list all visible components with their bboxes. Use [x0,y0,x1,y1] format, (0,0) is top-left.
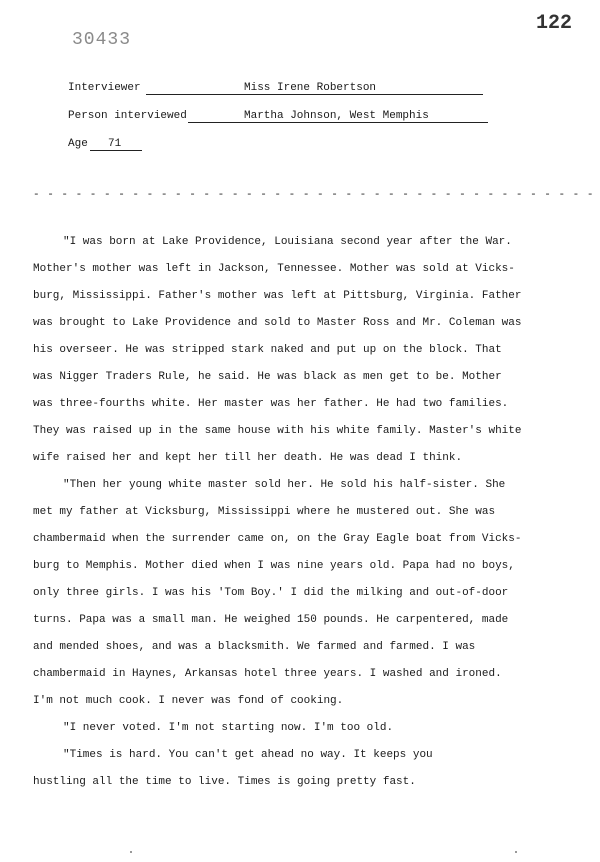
text-line: only three girls. I was his 'Tom Boy.' I did the milking and out-of-door [33,587,509,599]
page-number: 122 [535,12,572,35]
interviewer-value: Miss Irene Robertson [244,82,377,94]
text-line: and mended shoes, and was a blacksmith. We farmed and farmed. I was [33,641,476,653]
text-line: burg, Mississippi. Father's mother was left at Pittsburg, Virginia. Father [33,290,522,302]
text-line: "I never voted. I'm not starting now. I'm too old. [63,722,394,734]
text-line: "Times is hard. You can't get ahead no way. It keeps you [63,749,433,761]
text-line: wife raised her and kept her till her death. He was dead I think. [33,452,463,464]
person-underline [188,122,488,123]
text-line: Mother's mother was left in Jackson, Tennessee. Mother was sold at Vicks- [33,263,515,275]
text-line: was Nigger Traders Rule, he said. He was black as men get to be. Mother [33,371,502,383]
text-line: They was raised up in the same house with his white family. Master's white [33,425,522,437]
person-value: Martha Johnson, West Memphis [244,110,429,122]
text-line: hustling all the time to live. Times is going pretty fast. [33,776,416,788]
text-line: was brought to Lake Providence and sold to Master Ross and Mr. Coleman was [33,317,522,329]
archive-stamp-number: 30433 [72,30,132,50]
interviewer-label: Interviewer [68,82,141,94]
interviewer-underline [146,94,483,95]
person-label: Person interviewed [68,110,187,122]
text-line: "I was born at Lake Providence, Louisiana second year after the War. [63,236,512,248]
text-line: I'm not much cook. I never was fond of cooking. [33,695,344,707]
age-value: 71 [108,138,122,150]
page-speck [515,851,517,853]
text-line: was three-fourths white. Her master was her father. He had two families. [33,398,509,410]
text-line: "Then her young white master sold her. He sold his half-sister. She [63,479,506,491]
separator-line: - - - - - - - - - - - - - - - - - - - - - - - - - - - - - - - - - - - - - - - - [33,189,594,201]
text-line: chambermaid when the surrender came on, on the Gray Eagle boat from Vicks- [33,533,522,545]
age-underline [90,150,142,151]
page-speck [130,851,132,853]
text-line: turns. Papa was a small man. He weighed 150 pounds. He carpentered, made [33,614,509,626]
text-line: chambermaid in Haynes, Arkansas hotel three years. I washed and ironed. [33,668,502,680]
text-line: his overseer. He was stripped stark naked and put up on the block. That [33,344,502,356]
text-line: met my father at Vicksburg, Mississippi where he mustered out. She was [33,506,496,518]
age-label: Age [68,138,88,150]
text-line: burg to Memphis. Mother died when I was nine years old. Papa had no boys, [33,560,515,572]
interview-text [33,229,533,796]
